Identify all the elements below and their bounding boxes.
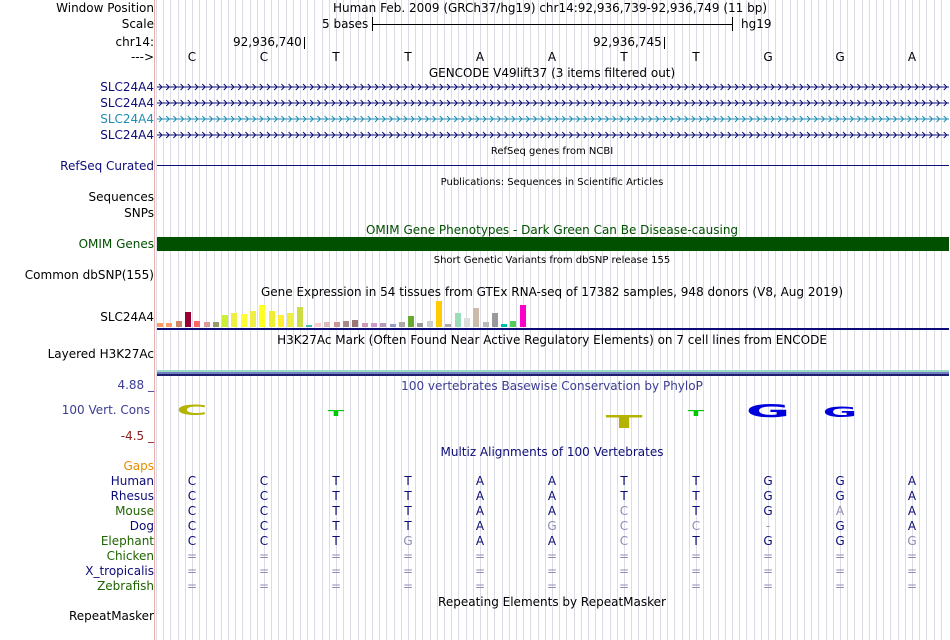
grid-line xyxy=(379,0,380,640)
alignment-base: = xyxy=(258,579,270,593)
alignment-base: C xyxy=(619,519,629,533)
grid-line xyxy=(228,0,229,640)
alignment-base: = xyxy=(906,564,918,578)
grid-line xyxy=(566,0,567,640)
gtex-tissue-bar[interactable] xyxy=(352,320,358,327)
alignment-base: - xyxy=(765,519,771,533)
grid-line xyxy=(775,0,776,640)
position-tick-1: 92,936,740 xyxy=(233,35,305,49)
gtex-tissue-bar[interactable] xyxy=(417,323,423,327)
grid-line xyxy=(365,0,366,640)
gtex-tissue-bar[interactable] xyxy=(269,311,275,327)
alignment-base: T xyxy=(620,474,628,488)
alignment-base: C xyxy=(187,489,197,503)
grid-line xyxy=(674,0,675,640)
alignment-base: C xyxy=(259,489,269,503)
gtex-tissue-bar[interactable] xyxy=(185,312,191,327)
grid-line xyxy=(530,0,531,640)
grid-line xyxy=(343,0,344,640)
grid-line xyxy=(782,0,783,640)
omim-feature[interactable] xyxy=(157,237,949,251)
sequence-base: T xyxy=(692,50,700,64)
omim-label[interactable]: OMIM Genes xyxy=(78,237,154,251)
alignment-base: T xyxy=(332,519,340,533)
strand-label: ---> xyxy=(130,50,154,64)
alignment-base: T xyxy=(692,534,700,548)
gtex-tissue-bar[interactable] xyxy=(408,316,414,327)
alignment-base: A xyxy=(907,519,917,533)
grid-line xyxy=(451,0,452,640)
gtex-tissue-bar[interactable] xyxy=(278,315,284,327)
grid-line xyxy=(163,0,164,640)
alignment-base: C xyxy=(619,534,629,548)
grid-line xyxy=(386,0,387,640)
alignment-base: A xyxy=(475,474,485,488)
grid-line xyxy=(602,0,603,640)
grid-line xyxy=(732,0,733,640)
grid-line xyxy=(588,0,589,640)
grid-line xyxy=(761,0,762,640)
alignment-base: G xyxy=(763,534,773,548)
grid-line xyxy=(725,0,726,640)
alignment-base: = xyxy=(834,564,846,578)
position-tick-2: 92,936,745 xyxy=(593,35,665,49)
repeatmasker-title[interactable]: Repeating Elements by RepeatMasker xyxy=(438,595,666,609)
alignment-base: C xyxy=(187,474,197,488)
grid-line xyxy=(818,0,819,640)
gtex-tissue-bar[interactable] xyxy=(455,313,461,327)
alignment-base: C xyxy=(259,519,269,533)
alignment-base: C xyxy=(187,504,197,518)
grid-line xyxy=(322,0,323,640)
gtex-tissue-bar[interactable] xyxy=(306,325,312,327)
grid-line xyxy=(610,0,611,640)
alignment-base: = xyxy=(834,549,846,563)
alignment-base: = xyxy=(834,579,846,593)
refseq-gene-line[interactable] xyxy=(157,165,949,166)
alignment-base: G xyxy=(835,474,845,488)
grid-line xyxy=(350,0,351,640)
gtex-tissue-bar[interactable] xyxy=(157,323,163,327)
grid-line xyxy=(314,0,315,640)
alignment-base: = xyxy=(906,579,918,593)
alignment-base: G xyxy=(403,534,413,548)
grid-line xyxy=(790,0,791,640)
grid-line xyxy=(581,0,582,640)
gtex-tissue-bar[interactable] xyxy=(250,311,256,327)
grid-line xyxy=(890,0,891,640)
sequence-base: T xyxy=(332,50,340,64)
grid-line xyxy=(739,0,740,640)
alignment-base: G xyxy=(835,519,845,533)
grid-line xyxy=(667,0,668,640)
gencode-gene-label-3[interactable]: SLC24A4 xyxy=(100,112,154,126)
alignment-base: = xyxy=(474,564,486,578)
alignment-base: A xyxy=(475,504,485,518)
sequence-base: A xyxy=(547,50,557,64)
alignment-base: = xyxy=(618,549,630,563)
grid-line xyxy=(883,0,884,640)
grid-line xyxy=(415,0,416,640)
alignment-base: A xyxy=(907,504,917,518)
alignment-base: A xyxy=(547,504,557,518)
gtex-title[interactable]: Gene Expression in 54 tissues from GTEx RNA-seq of 17382 samples, 948 donors (V8, Aug 2019) xyxy=(260,285,844,299)
alignment-base: T xyxy=(404,519,412,533)
grid-line xyxy=(934,0,935,640)
alignment-base: C xyxy=(187,519,197,533)
species-label[interactable]: Rhesus xyxy=(110,489,154,503)
sequences-label[interactable]: Sequences xyxy=(88,190,154,204)
alignment-base: = xyxy=(762,549,774,563)
sequence-base: A xyxy=(907,50,917,64)
phylop-logo-letter: G xyxy=(745,401,791,422)
sequence-base: C xyxy=(187,50,197,64)
alignment-base: = xyxy=(330,579,342,593)
alignment-base: = xyxy=(402,549,414,563)
gtex-tissue-bar[interactable] xyxy=(390,324,396,327)
gencode-title[interactable]: GENCODE V49lift37 (3 items filtered out) xyxy=(428,66,676,80)
species-label[interactable]: Human xyxy=(110,474,154,488)
gtex-tissue-bar[interactable] xyxy=(362,323,368,327)
grid-line xyxy=(487,0,488,640)
refseq-title[interactable]: RefSeq genes from NCBI xyxy=(490,146,614,157)
gtex-tissue-bar[interactable] xyxy=(371,323,377,327)
refseq-label[interactable]: RefSeq Curated xyxy=(60,159,154,173)
window-position-label: Window Position xyxy=(56,1,154,15)
grid-line xyxy=(862,0,863,640)
grid-line xyxy=(394,0,395,640)
phylop-label[interactable]: 100 Vert. Cons xyxy=(61,403,150,417)
species-label[interactable]: X_tropicalis xyxy=(85,564,154,578)
phylop-title[interactable]: 100 vertebrates Basewise Conservation by PhyloP xyxy=(401,379,703,393)
alignment-base: C xyxy=(259,504,269,518)
sequence-base: A xyxy=(475,50,485,64)
gtex-tissue-bar[interactable] xyxy=(473,308,479,327)
gtex-tissue-bar[interactable] xyxy=(297,307,303,327)
publications-title[interactable]: Publications: Sequences in Scientific Articles xyxy=(440,177,664,188)
grid-line xyxy=(811,0,812,640)
alignment-base: = xyxy=(402,564,414,578)
alignment-base: T xyxy=(620,489,628,503)
multiz-title[interactable]: Multiz Alignments of 100 Vertebrates xyxy=(440,445,664,459)
gtex-tissue-bar[interactable] xyxy=(343,321,349,327)
grid-line xyxy=(631,0,632,640)
alignment-base: = xyxy=(906,549,918,563)
gtex-tissue-bar[interactable] xyxy=(445,324,451,327)
gencode-gene-feature[interactable] xyxy=(157,130,949,140)
alignment-base: T xyxy=(404,504,412,518)
alignment-base: T xyxy=(692,504,700,518)
alignment-base: A xyxy=(475,534,485,548)
alignment-base: = xyxy=(762,579,774,593)
grid-line xyxy=(919,0,920,640)
alignment-base: = xyxy=(690,564,702,578)
gtex-tissue-bar[interactable] xyxy=(213,322,219,327)
gtex-tissue-bar[interactable] xyxy=(194,321,200,327)
grid-line xyxy=(617,0,618,640)
alignment-base: T xyxy=(332,489,340,503)
grid-line xyxy=(689,0,690,640)
species-label[interactable]: Zebrafish xyxy=(97,579,154,593)
alignment-base: = xyxy=(618,579,630,593)
alignment-base: = xyxy=(690,579,702,593)
alignment-base: A xyxy=(475,519,485,533)
scale-label: Scale xyxy=(121,17,154,31)
alignment-base: = xyxy=(546,564,558,578)
grid-line xyxy=(754,0,755,640)
grid-line xyxy=(257,0,258,640)
grid-line xyxy=(869,0,870,640)
scale-assembly: hg19 xyxy=(741,17,772,31)
alignment-base: T xyxy=(692,474,700,488)
gtex-tissue-bar[interactable] xyxy=(166,323,172,327)
alignment-base: T xyxy=(332,504,340,518)
grid-line xyxy=(682,0,683,640)
grid-line xyxy=(444,0,445,640)
gtex-tissue-bar[interactable] xyxy=(222,315,228,327)
grid-line xyxy=(854,0,855,640)
gtex-label[interactable]: SLC24A4 xyxy=(100,310,154,324)
dbsnp-title[interactable]: Short Genetic Variants from dbSNP release 155 xyxy=(433,255,671,266)
gtex-tissue-bar[interactable] xyxy=(241,314,247,327)
grid-line xyxy=(941,0,942,640)
sequence-base: C xyxy=(259,50,269,64)
grid-line xyxy=(516,0,517,640)
alignment-base: G xyxy=(835,534,845,548)
phylop-logo-letter: T xyxy=(687,409,705,418)
grid-line xyxy=(638,0,639,640)
grid-line xyxy=(653,0,654,640)
alignment-base: = xyxy=(474,579,486,593)
grid-line xyxy=(718,0,719,640)
alignment-base: = xyxy=(186,579,198,593)
gtex-tissue-bar[interactable] xyxy=(380,323,386,327)
alignment-base: C xyxy=(259,474,269,488)
grid-line xyxy=(206,0,207,640)
alignment-base: = xyxy=(330,564,342,578)
alignment-base: G xyxy=(763,504,773,518)
grid-line xyxy=(509,0,510,640)
grid-line xyxy=(538,0,539,640)
alignment-base: A xyxy=(547,534,557,548)
alignment-base: G xyxy=(835,489,845,503)
alignment-base: C xyxy=(259,534,269,548)
species-label[interactable]: Dog xyxy=(129,519,154,533)
snps-label[interactable]: SNPs xyxy=(124,206,154,220)
alignment-base: = xyxy=(546,579,558,593)
gtex-tissue-bar[interactable] xyxy=(287,313,293,327)
grid-line xyxy=(710,0,711,640)
gtex-tissue-bar[interactable] xyxy=(510,321,516,327)
omim-title[interactable]: OMIM Gene Phenotypes - Dark Green Can Be Disease-causing xyxy=(365,223,739,237)
sequence-base: T xyxy=(620,50,628,64)
gtex-tissue-bar[interactable] xyxy=(324,322,330,327)
dbsnp-label[interactable]: Common dbSNP(155) xyxy=(24,268,154,282)
alignment-base: G xyxy=(907,534,917,548)
gtex-tissue-bar[interactable] xyxy=(501,324,507,327)
alignment-base: A xyxy=(907,489,917,503)
grid-line xyxy=(329,0,330,640)
sidebar-separator xyxy=(154,0,155,640)
sequence-base: G xyxy=(835,50,845,64)
alignment-base: A xyxy=(475,489,485,503)
alignment-base: A xyxy=(547,474,557,488)
gtex-tissue-bar[interactable] xyxy=(436,301,442,327)
sequence-base: T xyxy=(404,50,412,64)
alignment-base: C xyxy=(187,534,197,548)
gencode-gene-feature[interactable] xyxy=(157,82,949,92)
grid-line xyxy=(545,0,546,640)
grid-line xyxy=(559,0,560,640)
grid-line xyxy=(746,0,747,640)
scale-text: 5 bases xyxy=(322,17,369,31)
gtex-tissue-bar[interactable] xyxy=(483,322,489,327)
grid-line xyxy=(826,0,827,640)
gtex-tissue-bar[interactable] xyxy=(464,318,470,327)
grid-line xyxy=(372,0,373,640)
alignment-base: A xyxy=(547,489,557,503)
grid-line xyxy=(646,0,647,640)
alignment-base: = xyxy=(330,549,342,563)
grid-line xyxy=(847,0,848,640)
alignment-base: = xyxy=(258,564,270,578)
alignment-base: G xyxy=(547,519,557,533)
grid-line xyxy=(898,0,899,640)
grid-line xyxy=(876,0,877,640)
sequence-base: G xyxy=(763,50,773,64)
gtex-tissue-bar[interactable] xyxy=(399,322,405,327)
h3k27ac-title[interactable]: H3K27Ac Mark (Often Found Near Active Regulatory Elements) on 7 cell lines from ENCODE xyxy=(277,333,827,347)
alignment-base: C xyxy=(691,519,701,533)
phylop-logo-letter: G xyxy=(822,405,858,421)
phylop-ymax: 4.88 _ xyxy=(117,378,154,392)
grid-line xyxy=(199,0,200,640)
gtex-tissue-bar[interactable] xyxy=(334,322,340,327)
repeatmasker-label[interactable]: RepeatMasker xyxy=(68,609,154,623)
chrom-label: chr14: xyxy=(115,35,154,49)
grid-line xyxy=(430,0,431,640)
alignment-base: = xyxy=(474,549,486,563)
grid-line xyxy=(926,0,927,640)
gtex-tissue-bar[interactable] xyxy=(259,305,265,327)
alignment-base: = xyxy=(402,579,414,593)
alignment-base: G xyxy=(763,474,773,488)
grid-line xyxy=(804,0,805,640)
h3k27ac-layer-3 xyxy=(157,374,949,376)
gtex-tissue-bar[interactable] xyxy=(315,323,321,327)
gtex-tissue-bar[interactable] xyxy=(204,322,210,327)
species-label[interactable]: Chicken xyxy=(106,549,154,563)
alignment-base: C xyxy=(619,504,629,518)
alignment-base: T xyxy=(404,474,412,488)
scale-bar xyxy=(372,17,733,31)
alignment-base: = xyxy=(546,549,558,563)
grid-line xyxy=(502,0,503,640)
grid-line xyxy=(595,0,596,640)
alignment-base: = xyxy=(186,549,198,563)
grid-line xyxy=(401,0,402,640)
window-position-value: Human Feb. 2009 (GRCh37/hg19) chr14:92,936,739-92,936,749 (11 bp) xyxy=(332,1,768,15)
grid-line xyxy=(214,0,215,640)
alignment-base: = xyxy=(762,564,774,578)
alignment-base: = xyxy=(690,549,702,563)
gencode-gene-label-4[interactable]: SLC24A4 xyxy=(100,128,154,142)
alignment-base: T xyxy=(692,489,700,503)
phylop-logo-letter: C xyxy=(176,403,208,419)
grid-line xyxy=(422,0,423,640)
grid-line xyxy=(156,0,157,640)
grid-line xyxy=(178,0,179,640)
phylop-logo-letter: T xyxy=(605,412,643,433)
alignment-base: A xyxy=(835,504,845,518)
gaps-label: Gaps xyxy=(123,459,154,473)
grid-line xyxy=(307,0,308,640)
alignment-base: G xyxy=(763,489,773,503)
alignment-base: = xyxy=(258,549,270,563)
grid-line xyxy=(574,0,575,640)
grid-line xyxy=(833,0,834,640)
gtex-tissue-bar[interactable] xyxy=(231,313,237,327)
gtex-tissue-bar[interactable] xyxy=(492,313,498,327)
gtex-tissue-bar[interactable] xyxy=(176,321,182,327)
gencode-gene-label-2[interactable]: SLC24A4 xyxy=(100,96,154,110)
gencode-gene-feature[interactable] xyxy=(157,98,949,108)
phylop-logo-letter: T xyxy=(327,409,345,418)
grid-line xyxy=(170,0,171,640)
grid-line xyxy=(660,0,661,640)
grid-line xyxy=(905,0,906,640)
grid-line xyxy=(797,0,798,640)
gtex-tissue-bar[interactable] xyxy=(427,321,433,327)
species-label[interactable]: Elephant xyxy=(100,534,154,548)
grid-line xyxy=(703,0,704,640)
alignment-base: = xyxy=(186,564,198,578)
gencode-gene-feature[interactable] xyxy=(157,114,949,124)
alignment-base: T xyxy=(332,474,340,488)
h3k27ac-label[interactable]: Layered H3K27Ac xyxy=(47,347,154,361)
species-label[interactable]: Mouse xyxy=(115,504,154,518)
alignment-base: T xyxy=(332,534,340,548)
phylop-ymin: -4.5 _ xyxy=(120,429,154,443)
gencode-gene-label-1[interactable]: SLC24A4 xyxy=(100,80,154,94)
gtex-gene-line xyxy=(157,328,949,330)
alignment-base: = xyxy=(618,564,630,578)
alignment-base: T xyxy=(404,489,412,503)
gtex-tissue-bar[interactable] xyxy=(520,305,526,327)
alignment-base: A xyxy=(907,474,917,488)
